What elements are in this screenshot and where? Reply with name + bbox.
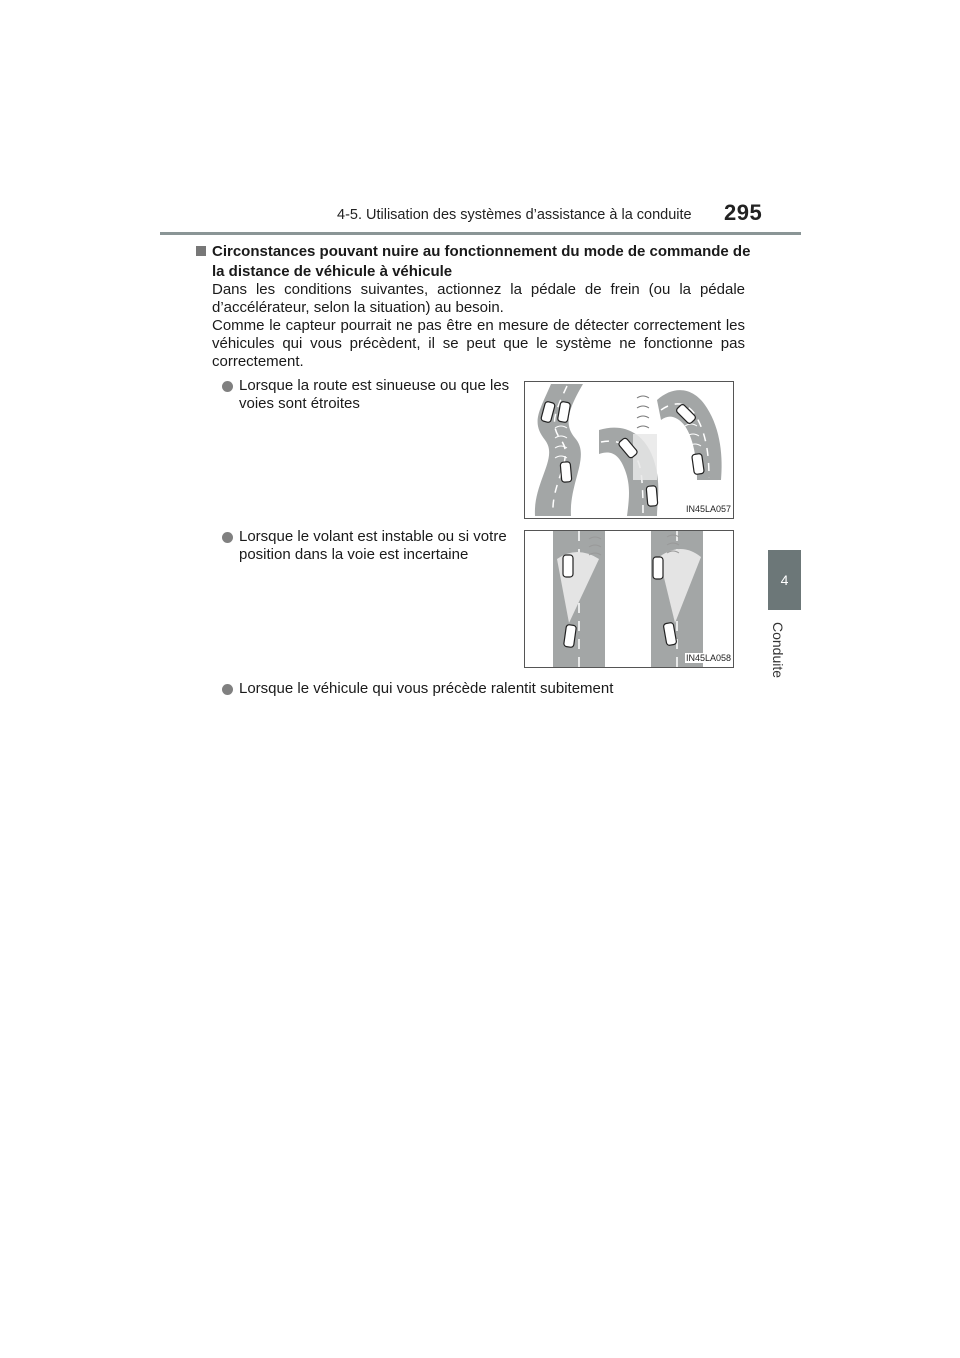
bullet-dot-icon xyxy=(222,532,233,543)
bullet-text: Lorsque le véhicule qui vous précède ralentit subitement xyxy=(239,680,614,697)
figure-lane-position xyxy=(524,530,734,668)
section-heading-text: Circonstances pouvant nuire au fonctionnement du mode de commande de la distance de véhicule à véhicule xyxy=(212,243,751,280)
car xyxy=(692,453,705,474)
bullet-dot-icon xyxy=(222,381,233,392)
bullet-text: Lorsque le volant est instable ou si votre position dans la voie est incertaine xyxy=(239,528,507,563)
paragraph-1: Dans les conditions suivantes, actionnez la pédale de frein (ou la pédale d’accélérateur, selon la situation) au besoin. xyxy=(212,281,745,316)
figure-winding-roads xyxy=(524,381,734,519)
car xyxy=(653,557,663,579)
bullet-winding-road xyxy=(222,377,522,413)
car xyxy=(563,555,573,577)
body-text xyxy=(212,281,745,371)
heading-square-icon xyxy=(196,246,206,256)
page-number: 295 xyxy=(724,200,763,225)
section-heading xyxy=(196,242,756,282)
chapter-number: 4 xyxy=(780,572,789,588)
lane-position-illustration xyxy=(525,531,733,667)
car xyxy=(560,462,572,483)
bullet-dot-icon xyxy=(222,684,233,695)
bullet-sudden-slowdown xyxy=(222,680,642,698)
bullet-unsteady-steering xyxy=(222,528,522,564)
running-header: 4-5. Utilisation des systèmes d’assistance à la conduite xyxy=(337,207,692,223)
bullet-text: Lorsque la route est sinueuse ou que les voies sont étroites xyxy=(239,377,510,412)
car xyxy=(646,486,658,507)
header-divider xyxy=(160,232,801,235)
figure-code: IN45LA058 xyxy=(686,653,732,663)
figure-code: IN45LA057 xyxy=(686,504,732,514)
winding-roads-illustration xyxy=(525,382,733,518)
chapter-tab[interactable] xyxy=(768,550,801,610)
sensor-gap-box xyxy=(633,434,657,480)
paragraph-2: Comme le capteur pourrait ne pas être en mesure de détecter correctement les véhicules qui vous précèdent, il se peut que le système ne fonctionne pas correctement. xyxy=(212,317,745,370)
chapter-label: Conduite xyxy=(770,622,786,679)
